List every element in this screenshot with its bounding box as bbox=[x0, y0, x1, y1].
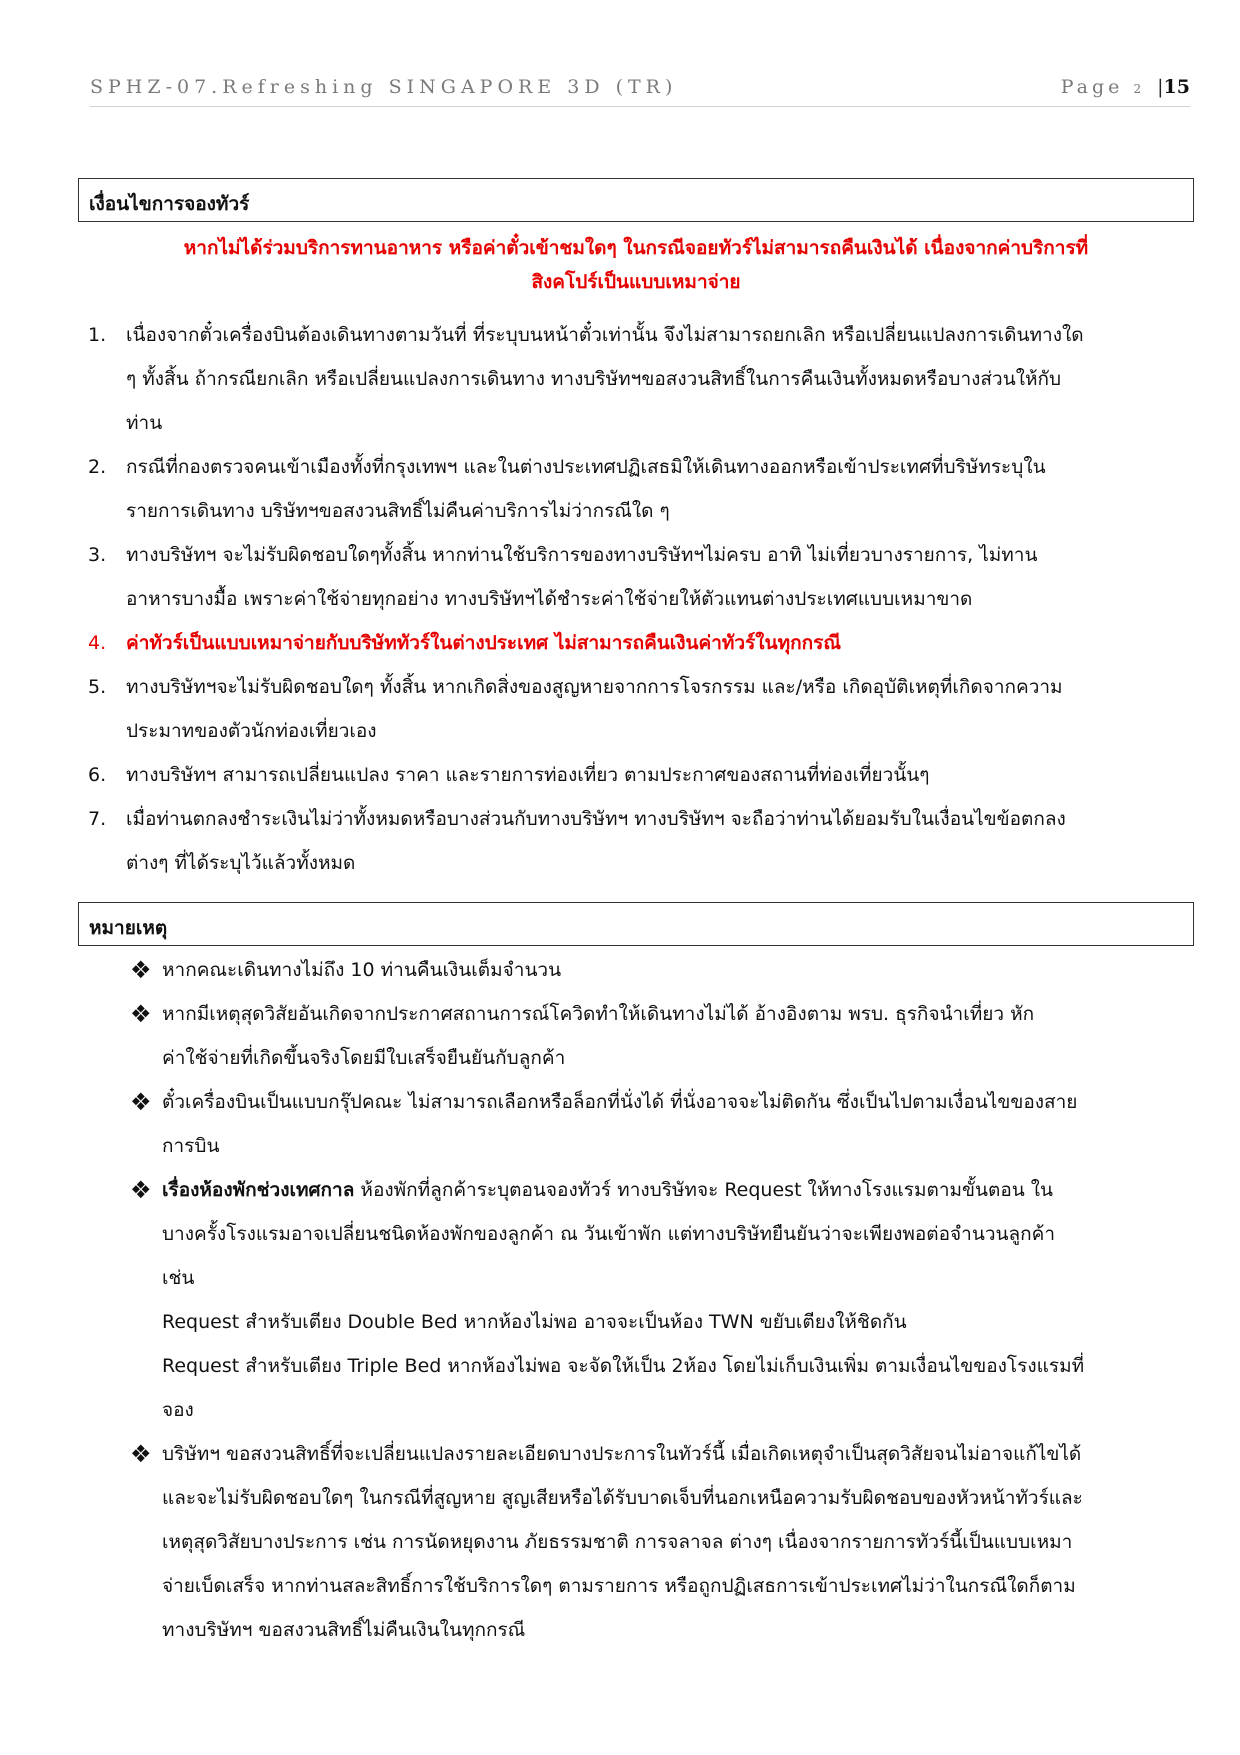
item-line: เนื่องจากตั๋วเครื่องบินต้องเดินทางตามวันที่ ที่ระบุบนหน้าตั๋วเท่านั้น จึงไม่สามารถยกเลิก หรือเปลี่ยนแปลงการเดินทางใด bbox=[126, 324, 1084, 346]
page-current: 2 bbox=[1133, 82, 1144, 96]
conditions-heading: เงื่อนไขการจองทัวร์ bbox=[78, 178, 1194, 222]
page-separator: | bbox=[1157, 76, 1164, 98]
item-number: 2. bbox=[88, 456, 107, 478]
remark-line bbox=[162, 1168, 1194, 1212]
item-line: ค่าทัวร์เป็นแบบเหมาจ่ายกับบริษัททัวร์ในต่างประเทศ ไม่สามารถคืนเงินค่าทัวร์ในทุกกรณี bbox=[126, 632, 841, 654]
remark-line: และจะไม่รับผิดชอบใดๆ ในกรณีที่สูญหาย สูญเสียหรือได้รับบาดเจ็บที่นอกเหนือความรับผิดชอบของหัวหน้าทัวร์และ bbox=[162, 1487, 1083, 1509]
item-line: ท่าน bbox=[126, 412, 163, 434]
diamond-bullet-icon: ❖ bbox=[130, 1440, 152, 1468]
item-number: 5. bbox=[88, 676, 107, 698]
item-line: อาหารบางมื้อ เพราะค่าใช้จ่ายทุกอย่าง ทางบริษัทฯได้ชำระค่าใช้จ่ายให้ตัวแทนต่างประเทศแบบเหมาขาด bbox=[126, 588, 973, 610]
condition-item-highlight bbox=[78, 621, 1194, 665]
diamond-bullet-icon: ❖ bbox=[130, 1176, 152, 1204]
page-word: Page bbox=[1060, 76, 1124, 98]
item-line: ทางบริษัทฯจะไม่รับผิดชอบใดๆ ทั้งสิ้น หากเกิดสิ่งของสูญหายจากการโจรกรรม และ/หรือ เกิดอุบัติเหตุที่เกิดจากความ bbox=[126, 676, 1063, 698]
remark-line: ค่าใช้จ่ายที่เกิดขึ้นจริงโดยมีใบเสร็จยืนยันกับลูกค้า bbox=[162, 1047, 566, 1069]
diamond-bullet-icon: ❖ bbox=[130, 1088, 152, 1116]
remarks-heading: หมายเหตุ bbox=[78, 902, 1194, 946]
remark-line: บางครั้งโรงแรมอาจเปลี่ยนชนิดห้องพักของลูกค้า ณ วันเข้าพัก แต่ทางบริษัทยืนยันว่าจะเพียงพอต่อจำนวนลูกค้า bbox=[162, 1223, 1056, 1245]
condition-item bbox=[78, 533, 1194, 621]
page-number bbox=[1061, 76, 1190, 98]
item-line: ๆ ทั้งสิ้น ถ้ากรณียกเลิก หรือเปลี่ยนแปลงการเดินทาง ทางบริษัทฯขอสงวนสิทธิ์ในการคืนเงินทั้งหมดหรือบางส่วนให้กับ bbox=[126, 368, 1062, 390]
remark-item bbox=[78, 1432, 1194, 1652]
remark-line: การบิน bbox=[162, 1135, 220, 1157]
item-number: 1. bbox=[88, 324, 107, 346]
remark-item bbox=[78, 992, 1194, 1080]
remark-line: จ่ายเบ็ดเสร็จ หากท่านสละสิทธิ์การใช้บริการใดๆ ตามรายการ หรือถูกปฏิเสธการเข้าประเทศไม่ว่าในกรณีใดก็ตาม bbox=[162, 1575, 1076, 1597]
item-line: ทางบริษัทฯ จะไม่รับผิดชอบใดๆทั้งสิ้น หากท่านใช้บริการของทางบริษัทฯไม่ครบ อาทิ ไม่เที่ยวบางรายการ, ไม่ทาน bbox=[126, 544, 1038, 566]
remark-item bbox=[78, 1080, 1194, 1168]
remark-bold-label: เรื่องห้องพักช่วงเทศกาล bbox=[162, 1179, 355, 1201]
item-line: เมื่อท่านตกลงชำระเงินไม่ว่าทั้งหมดหรือบางส่วนกับทางบริษัทฯ ทางบริษัทฯ จะถือว่าท่านได้ยอมรับในเงื่อนไขข้อตกลง bbox=[126, 808, 1066, 830]
remark-line: หากมีเหตุสุดวิสัยอันเกิดจากประกาศสถานการณ์โควิดทำให้เดินทางไม่ได้ อ้างอิงตาม พรบ. ธุรกิจนำเที่ยว หัก bbox=[162, 1003, 1035, 1025]
condition-item bbox=[78, 797, 1194, 885]
item-number: 7. bbox=[88, 808, 107, 830]
condition-item bbox=[78, 665, 1194, 753]
document-code: SPHZ-07.Refreshing SINGAPORE 3D (TR) bbox=[90, 76, 678, 98]
remarks-list bbox=[78, 948, 1194, 1652]
remark-text: ห้องพักที่ลูกค้าระบุตอนจองทัวร์ ทางบริษัทจะ Request ให้ทางโรงแรมตามขั้นตอน ใน bbox=[354, 1179, 1054, 1201]
remark-subline: Request สำหรับเตียง Double Bed หากห้องไม่พอ อาจจะเป็นห้อง TWN ขยับเตียงให้ชิดกัน bbox=[162, 1311, 907, 1333]
remark-line: ตั๋วเครื่องบินเป็นแบบกรุ๊ปคณะ ไม่สามารถเลือกหรือล็อกที่นั่งได้ ที่นั่งอาจจะไม่ติดกัน ซึ่งเป็นไปตามเงื่อนไขของสาย bbox=[162, 1091, 1078, 1113]
remark-line: ทางบริษัทฯ ขอสงวนสิทธิ์ไม่คืนเงินในทุกกรณี bbox=[162, 1619, 526, 1641]
condition-item bbox=[78, 313, 1194, 445]
condition-item bbox=[78, 753, 1194, 797]
remark-line: เช่น bbox=[162, 1267, 195, 1289]
remark-item bbox=[78, 948, 1194, 992]
item-number: 4. bbox=[88, 632, 107, 654]
item-number: 6. bbox=[88, 764, 107, 786]
remark-line: บริษัทฯ ขอสงวนสิทธิ์ที่จะเปลี่ยนแปลงรายละเอียดบางประการในทัวร์นี้ เมื่อเกิดเหตุจำเป็นสุดวิสัยจนไม่อาจแก้ไขได้ bbox=[162, 1443, 1082, 1465]
diamond-bullet-icon: ❖ bbox=[130, 956, 152, 984]
red-notice bbox=[78, 231, 1194, 299]
item-line: ทางบริษัทฯ สามารถเปลี่ยนแปลง ราคา และรายการท่องเที่ยว ตามประกาศของสถานที่ท่องเที่ยวนั้นๆ bbox=[126, 764, 930, 786]
item-line: ประมาทของตัวนักท่องเที่ยวเอง bbox=[126, 720, 377, 742]
condition-item bbox=[78, 445, 1194, 533]
page-header bbox=[90, 76, 1190, 107]
remark-item bbox=[78, 1168, 1194, 1300]
page-total: 15 bbox=[1163, 76, 1190, 98]
item-line: รายการเดินทาง บริษัทฯขอสงวนสิทธิ์ไม่คืนค่าบริการไม่ว่ากรณีใด ๆ bbox=[126, 500, 670, 522]
remark-line: หากคณะเดินทางไม่ถึง 10 ท่านคืนเงินเต็มจำนวน bbox=[162, 959, 562, 981]
item-line: กรณีที่กองตรวจคนเข้าเมืองทั้งที่กรุงเทพฯ และในต่างประเทศปฏิเสธมิให้เดินทางออกหรือเข้าประเทศที่บริษัทระบุใน bbox=[126, 456, 1046, 478]
conditions-list bbox=[78, 313, 1194, 885]
remark-subline: จอง bbox=[162, 1399, 194, 1421]
red-notice-line: สิงคโปร์เป็นแบบเหมาจ่าย bbox=[531, 271, 741, 293]
diamond-bullet-icon: ❖ bbox=[130, 1000, 152, 1028]
remark-subline: Request สำหรับเตียง Triple Bed หากห้องไม่พอ จะจัดให้เป็น 2ห้อง โดยไม่เก็บเงินเพิ่ม ตามเงื่อนไขของโรงแรมที่ bbox=[162, 1355, 1085, 1377]
item-number: 3. bbox=[88, 544, 107, 566]
remark-line: เหตุสุดวิสัยบางประการ เช่น การนัดหยุดงาน ภัยธรรมชาติ การจลาจล ต่างๆ เนื่องจากรายการทัวร์นี้เป็นแบบเหมา bbox=[162, 1531, 1073, 1553]
red-notice-line: หากไม่ได้ร่วมบริการทานอาหาร หรือค่าตั๋วเข้าชมใดๆ ในกรณีจอยทัวร์ไม่สามารถคืนเงินได้ เนื่องจากค่าบริการที่ bbox=[183, 237, 1089, 259]
item-line: ต่างๆ ที่ได้ระบุไว้แล้วทั้งหมด bbox=[126, 852, 356, 874]
